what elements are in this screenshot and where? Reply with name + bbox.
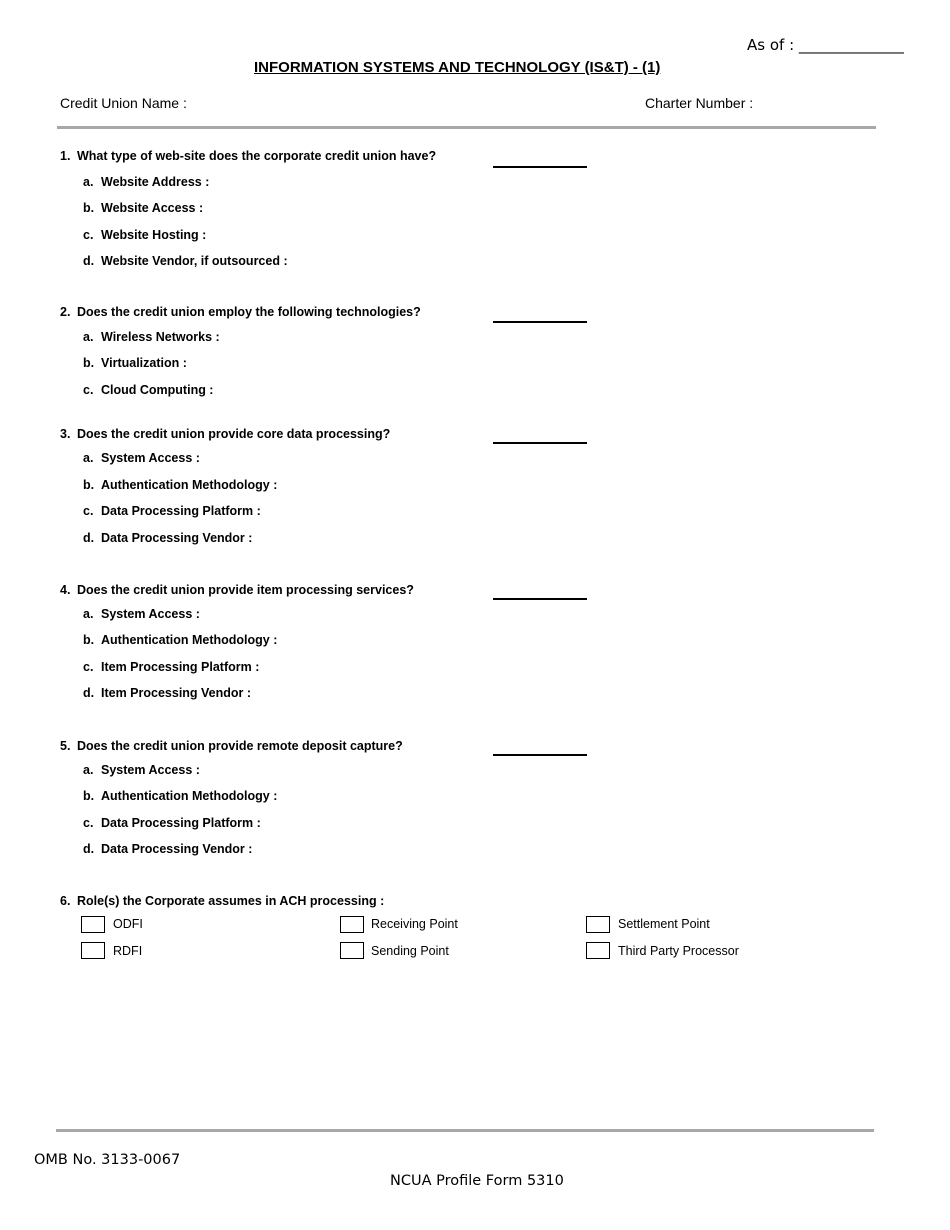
question-4a: a. System Access : bbox=[83, 607, 200, 621]
as-of-field[interactable]: ______________ bbox=[798, 36, 904, 54]
third-party-processor-checkbox[interactable] bbox=[586, 942, 610, 959]
question-3a: a. System Access : bbox=[83, 451, 200, 465]
question-2c: c. Cloud Computing : bbox=[83, 383, 214, 397]
question-number: 4. bbox=[60, 583, 71, 597]
question-3c: c. Data Processing Platform : bbox=[83, 504, 261, 518]
settlement-point-checkbox[interactable] bbox=[586, 916, 610, 933]
receiving-point-label: Receiving Point bbox=[371, 917, 458, 931]
question-6 bbox=[60, 894, 384, 908]
question-1 bbox=[60, 149, 436, 163]
question-4 bbox=[60, 583, 414, 597]
form-name: NCUA Profile Form 5310 bbox=[390, 1173, 564, 1189]
page-title: INFORMATION SYSTEMS AND TECHNOLOGY (IS&T) - (1) bbox=[254, 59, 661, 76]
third-party-processor-label: Third Party Processor bbox=[618, 944, 739, 958]
question-4d: d. Item Processing Vendor : bbox=[83, 686, 252, 700]
question-1-answer-line[interactable] bbox=[493, 166, 587, 168]
question-number: 2. bbox=[60, 305, 71, 319]
question-4c: c. Item Processing Platform : bbox=[83, 660, 260, 674]
settlement-point-label: Settlement Point bbox=[618, 917, 710, 931]
footer-divider bbox=[56, 1129, 874, 1132]
question-text: What type of web-site does the corporate credit union have? bbox=[77, 149, 437, 163]
question-text: Role(s) the Corporate assumes in ACH processing : bbox=[77, 894, 385, 908]
question-text: Does the credit union provide item processing services? bbox=[77, 583, 414, 597]
question-5b: b. Authentication Methodology : bbox=[83, 789, 278, 803]
as-of-date bbox=[747, 36, 904, 54]
question-3 bbox=[60, 427, 390, 441]
question-text: Does the credit union employ the following technologies? bbox=[77, 305, 421, 319]
question-2 bbox=[60, 305, 421, 319]
sending-point-checkbox[interactable] bbox=[340, 942, 364, 959]
question-4-answer-line[interactable] bbox=[493, 598, 587, 600]
rdfi-checkbox[interactable] bbox=[81, 942, 105, 959]
question-1d: d. Website Vendor, if outsourced : bbox=[83, 254, 288, 268]
rdfi-label: RDFI bbox=[113, 944, 143, 958]
question-number: 6. bbox=[60, 894, 71, 908]
as-of-label: As of : bbox=[747, 36, 795, 54]
question-1c: c. Website Hosting : bbox=[83, 228, 207, 242]
question-5 bbox=[60, 739, 403, 753]
question-number: 1. bbox=[60, 149, 71, 163]
question-1a: a. Website Address : bbox=[83, 175, 210, 189]
question-3d: d. Data Processing Vendor : bbox=[83, 531, 253, 545]
question-2b: b. Virtualization : bbox=[83, 356, 187, 370]
question-2-answer-line[interactable] bbox=[493, 321, 587, 323]
odfi-checkbox[interactable] bbox=[81, 916, 105, 933]
receiving-point-checkbox[interactable] bbox=[340, 916, 364, 933]
sending-point-label: Sending Point bbox=[371, 944, 449, 958]
question-3-answer-line[interactable] bbox=[493, 442, 587, 444]
question-number: 3. bbox=[60, 427, 71, 441]
question-number: 5. bbox=[60, 739, 71, 753]
question-4b: b. Authentication Methodology : bbox=[83, 633, 278, 647]
question-5d: d. Data Processing Vendor : bbox=[83, 842, 253, 856]
credit-union-name-label: Credit Union Name : bbox=[60, 95, 187, 111]
question-2a: a. Wireless Networks : bbox=[83, 330, 220, 344]
odfi-label: ODFI bbox=[113, 917, 143, 931]
omb-number: OMB No. 3133-0067 bbox=[34, 1152, 181, 1168]
question-text: Does the credit union provide remote deposit capture? bbox=[77, 739, 403, 753]
question-5c: c. Data Processing Platform : bbox=[83, 816, 261, 830]
charter-number-label: Charter Number : bbox=[645, 95, 754, 111]
question-text: Does the credit union provide core data processing? bbox=[77, 427, 391, 441]
question-3b: b. Authentication Methodology : bbox=[83, 478, 278, 492]
question-5a: a. System Access : bbox=[83, 763, 200, 777]
header-divider bbox=[57, 126, 876, 129]
question-1b: b. Website Access : bbox=[83, 201, 204, 215]
question-5-answer-line[interactable] bbox=[493, 754, 587, 756]
